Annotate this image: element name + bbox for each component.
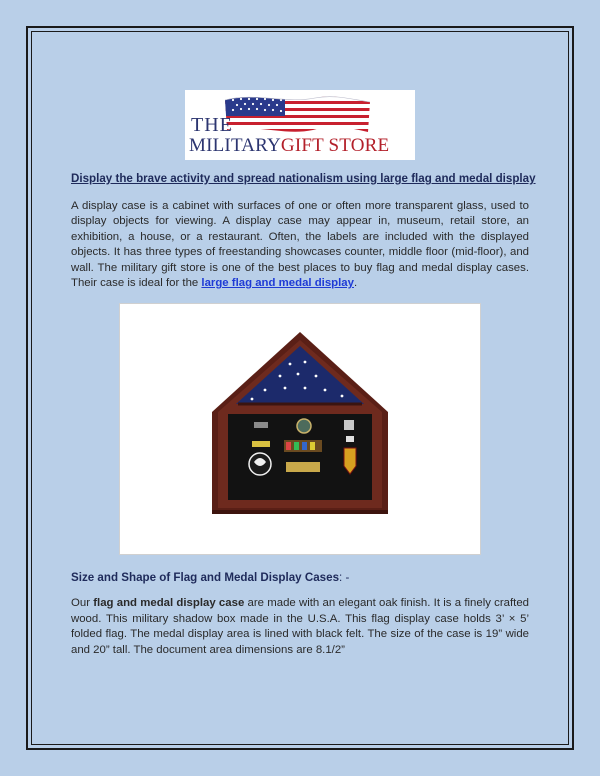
- details-text-1: Our: [71, 597, 94, 610]
- display-case-photo: [119, 303, 481, 555]
- logo-gift-store: GIFT STORE: [280, 135, 390, 156]
- intro-paragraph: [71, 199, 529, 291]
- details-bold: flag and medal display case: [93, 597, 245, 610]
- intro-end: .: [353, 277, 358, 290]
- logo-text-the: THE: [191, 114, 233, 136]
- document-content: [71, 90, 536, 658]
- intro-text: A display case is a cabinet with surfaces of one or often more transparent glass, used to display objects for viewing. A display case may appear in, museum, retail store, an exhibition, a house, or a restaurant. Often, the labels are included with the displayed objects. It has three types of freestanding showcases counter, middle floor (mid-floor), and wall. The military gift store is one of the best places to buy flag and medal display cases. Their case is ideal for the: [71, 200, 529, 290]
- section-suffix: : -: [339, 571, 350, 585]
- section-heading: [71, 571, 529, 584]
- details-paragraph: [71, 596, 529, 658]
- logo-military: MILITARY: [189, 135, 281, 156]
- large-flag-link[interactable]: large flag and medal display: [201, 277, 354, 290]
- page-heading: Display the brave activity and spread nationalism using large flag and medal display: [71, 172, 536, 185]
- flag-medal-case-illustration: [120, 304, 480, 554]
- section-title: Size and Shape of Flag and Medal Display Cases: [71, 571, 340, 585]
- details-text-2: are made with an elegant oak finish. It is a finely crafted wood. This military shadow box made in the U.S.A. This flag display case holds 3’ × 5’ folded flag. The medal display area is lined with black felt. The size of the case is 19” wide and 20” tall. The document area dimensions are 8.1/2”: [71, 597, 530, 656]
- store-logo: [185, 90, 415, 160]
- logo-text-main: [189, 135, 389, 157]
